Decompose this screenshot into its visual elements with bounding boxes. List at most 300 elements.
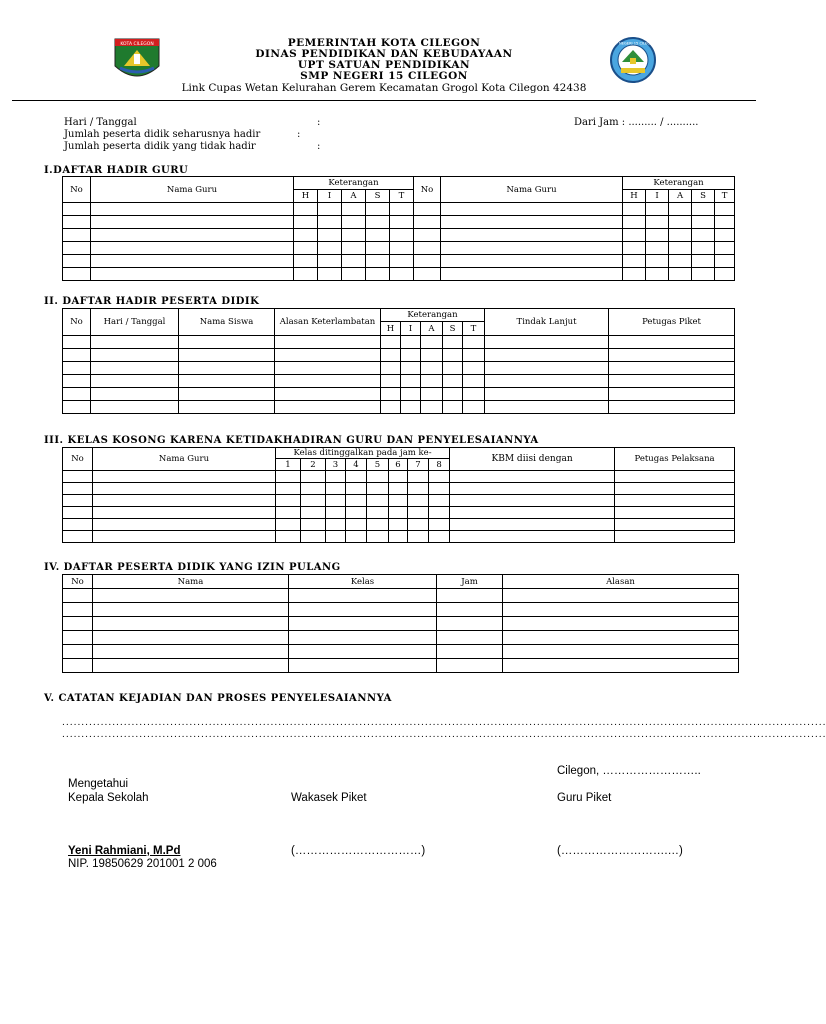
table-cell[interactable] [443,375,463,388]
table-cell[interactable] [63,375,91,388]
table-cell[interactable] [421,349,443,362]
table-cell[interactable] [623,229,646,242]
table-cell[interactable] [485,375,609,388]
col-alasan: Alasan Keterlambatan [275,309,381,336]
table-cell[interactable] [503,645,739,659]
col-hari-tanggal: Hari / Tanggal [91,309,179,336]
table-cell[interactable] [342,229,366,242]
table-cell[interactable] [366,229,390,242]
header-address: Link Cupas Wetan Kelurahan Gerem Kecamatan Grogol Kota Cilegon 42438 [181,82,587,94]
table-cell[interactable] [390,229,414,242]
table-cell[interactable] [389,483,408,495]
table-row [63,401,735,414]
table-cell[interactable] [275,388,381,401]
table-cell[interactable] [401,388,421,401]
table-cell[interactable] [91,242,294,255]
table-row [63,659,739,673]
table-cell[interactable] [646,216,669,229]
table-cell[interactable] [609,349,735,362]
code-t-2: T [715,190,735,203]
table-cell[interactable] [63,362,91,375]
col-nama-guru: Nama Guru [93,448,276,471]
table-cell[interactable] [623,255,646,268]
table-cell[interactable] [646,268,669,281]
table-cell[interactable] [346,483,367,495]
table-cell[interactable] [414,268,441,281]
table-cell[interactable] [623,203,646,216]
table-cell[interactable] [294,203,318,216]
table-cell[interactable] [342,203,366,216]
table-cell[interactable] [390,268,414,281]
table-cell[interactable] [326,507,346,519]
table-cell[interactable] [342,242,366,255]
table-cell[interactable] [421,375,443,388]
table-cell[interactable] [301,471,326,483]
table-cell[interactable] [301,507,326,519]
table-cell[interactable] [381,388,401,401]
city-logo-text: KOTA CILEGON [120,42,154,47]
table-cell[interactable] [646,255,669,268]
table-cell[interactable] [421,401,443,414]
table-cell[interactable] [93,483,276,495]
table-cell[interactable] [276,519,301,531]
table-cell[interactable] [443,336,463,349]
table-cell[interactable] [63,495,93,507]
jam-6: 6 [389,459,408,471]
table-cell[interactable] [615,507,735,519]
table-cell[interactable] [615,471,735,483]
table-cell[interactable] [93,631,289,645]
table-cell[interactable] [346,507,367,519]
table-cell[interactable] [93,519,276,531]
kepala-nip: NIP. 19850629 201001 2 006 [68,858,217,870]
table-cell[interactable] [63,203,91,216]
table-row [63,631,739,645]
code-h: H [381,322,401,336]
jam-4: 4 [346,459,367,471]
table-row [63,203,735,216]
table-cell[interactable] [609,336,735,349]
code-a: A [342,190,366,203]
table-cell[interactable] [366,268,390,281]
code-h: H [294,190,318,203]
table-cell[interactable] [429,495,450,507]
table-cell[interactable] [669,268,692,281]
col-kelas: Kelas [289,575,437,589]
table-cell[interactable] [408,483,429,495]
table-cell[interactable] [401,375,421,388]
table-cell[interactable] [367,531,389,543]
table-cell[interactable] [692,203,715,216]
table-cell[interactable] [91,268,294,281]
table-cell[interactable] [623,242,646,255]
table-cell[interactable] [381,336,401,349]
table-cell[interactable] [441,203,623,216]
table-cell[interactable] [437,645,503,659]
table-cell[interactable] [408,519,429,531]
table-cell[interactable] [318,203,342,216]
table-cell[interactable] [450,507,615,519]
table-cell[interactable] [615,495,735,507]
table-cell[interactable] [63,617,93,631]
table-cell[interactable] [609,375,735,388]
table-cell[interactable] [450,483,615,495]
table-cell[interactable] [669,229,692,242]
table-cell[interactable] [91,388,179,401]
table-cell[interactable] [450,519,615,531]
table-cell[interactable] [342,268,366,281]
table-cell[interactable] [91,401,179,414]
table-cell[interactable] [294,216,318,229]
table-cell[interactable] [715,255,735,268]
table-cell[interactable] [179,375,275,388]
table-cell[interactable] [63,216,91,229]
col-nama: Nama [93,575,289,589]
table-cell[interactable] [63,483,93,495]
table-cell[interactable] [63,388,91,401]
table-cell[interactable] [342,255,366,268]
table-cell[interactable] [485,388,609,401]
code-t: T [463,322,485,336]
table-cell[interactable] [421,336,443,349]
table-cell[interactable] [443,401,463,414]
table-cell[interactable] [443,388,463,401]
table-cell[interactable] [692,255,715,268]
table-cell[interactable] [91,362,179,375]
table-cell[interactable] [179,349,275,362]
table-cell[interactable] [615,519,735,531]
table-cell[interactable] [294,229,318,242]
table-cell[interactable] [503,631,739,645]
table-cell[interactable] [179,388,275,401]
col-nama-guru: Nama Guru [91,177,294,203]
col-no: No [63,448,93,471]
table-cell[interactable] [367,495,389,507]
table-cell[interactable] [429,531,450,543]
table-cell[interactable] [346,519,367,531]
table-cell[interactable] [275,362,381,375]
table-cell[interactable] [63,603,93,617]
table-cell[interactable] [669,216,692,229]
table-cell[interactable] [346,531,367,543]
table-cell[interactable] [289,659,437,673]
table-cell[interactable] [429,519,450,531]
table-cell[interactable] [485,349,609,362]
table-cell[interactable] [715,229,735,242]
table-cell[interactable] [275,336,381,349]
jumlah-tidak-colon: : [317,141,321,152]
table-cell[interactable] [367,507,389,519]
table-cell[interactable] [692,229,715,242]
table-cell[interactable] [367,471,389,483]
table-cell[interactable] [381,349,401,362]
table-cell[interactable] [63,645,93,659]
table-cell[interactable] [326,471,346,483]
table-cell[interactable] [318,242,342,255]
table-cell[interactable] [289,589,437,603]
table-cell[interactable] [389,495,408,507]
table-cell[interactable] [93,617,289,631]
table-cell[interactable] [390,203,414,216]
table-cell[interactable] [63,229,91,242]
table-cell[interactable] [623,216,646,229]
table-cell[interactable] [646,242,669,255]
table-cell[interactable] [609,388,735,401]
table-cell[interactable] [437,631,503,645]
section2-title: II. DAFTAR HADIR PESERTA DIDIK [44,296,260,307]
table-cell[interactable] [91,216,294,229]
table-cell[interactable] [318,255,342,268]
table-cell[interactable] [437,603,503,617]
table-cell[interactable] [326,483,346,495]
table-cell[interactable] [63,519,93,531]
table-cell[interactable] [623,268,646,281]
table-cell[interactable] [503,617,739,631]
table-cell[interactable] [301,483,326,495]
table-cell[interactable] [294,268,318,281]
table-cell[interactable] [401,336,421,349]
table-cell[interactable] [401,401,421,414]
table-cell[interactable] [275,349,381,362]
table-cell[interactable] [669,255,692,268]
table-cell[interactable] [326,519,346,531]
table-cell[interactable] [615,483,735,495]
table-cell[interactable] [609,401,735,414]
table-cell[interactable] [414,216,441,229]
table-cell[interactable] [275,401,381,414]
notes-line-1: ...................................................................................................................................................................................................... [62,718,826,728]
table-cell[interactable] [301,519,326,531]
table-cell[interactable] [93,659,289,673]
table-cell[interactable] [318,229,342,242]
table-cell[interactable] [503,603,739,617]
notes-line-2: ...................................................................................................................................................................................................... [62,730,826,740]
table-cell[interactable] [463,349,485,362]
table-cell[interactable] [63,471,93,483]
table-cell[interactable] [646,203,669,216]
col-kbm: KBM diisi dengan [450,448,615,471]
table-cell[interactable] [381,401,401,414]
table-cell[interactable] [346,495,367,507]
table-cell[interactable] [346,471,367,483]
jam-7: 7 [408,459,429,471]
table-cell[interactable] [408,507,429,519]
table-cell[interactable] [414,203,441,216]
table-cell[interactable] [443,362,463,375]
table-cell[interactable] [429,471,450,483]
col-keterangan: Keterangan [294,177,414,190]
table-cell[interactable] [93,645,289,659]
code-s-2: S [692,190,715,203]
table-cell[interactable] [441,242,623,255]
table-row [63,617,739,631]
table-cell[interactable] [294,242,318,255]
table-cell[interactable] [450,471,615,483]
table-cell[interactable] [441,216,623,229]
table-cell[interactable] [441,255,623,268]
table-cell[interactable] [646,229,669,242]
table-cell[interactable] [294,255,318,268]
table-cell[interactable] [276,483,301,495]
table-cell[interactable] [326,495,346,507]
table-cell[interactable] [179,401,275,414]
table-cell[interactable] [450,531,615,543]
table-cell[interactable] [437,589,503,603]
table-cell[interactable] [463,362,485,375]
table-cell[interactable] [318,216,342,229]
table-cell[interactable] [367,519,389,531]
table-cell[interactable] [389,507,408,519]
table-cell[interactable] [318,268,342,281]
header-unit: UPT SATUAN PENDIDIKAN [297,59,471,71]
table-cell[interactable] [401,362,421,375]
table-cell[interactable] [381,362,401,375]
table-cell[interactable] [401,349,421,362]
table-cell[interactable] [503,589,739,603]
table-cell[interactable] [63,631,93,645]
table-cell[interactable] [91,336,179,349]
table-cell[interactable] [63,401,91,414]
table-cell[interactable] [441,268,623,281]
table-cell[interactable] [367,483,389,495]
jumlah-hadir-colon: : [297,129,301,140]
col-jam: Jam [437,575,503,589]
table-cell[interactable] [366,203,390,216]
table-cell[interactable] [276,471,301,483]
table-cell[interactable] [63,659,93,673]
table-row [63,483,735,495]
table-cell[interactable] [381,375,401,388]
table-cell[interactable] [715,203,735,216]
table-cell[interactable] [179,336,275,349]
table-row [63,645,739,659]
table-cell[interactable] [275,375,381,388]
table-cell[interactable] [715,242,735,255]
table-cell[interactable] [63,268,91,281]
table-cell[interactable] [429,507,450,519]
table-cell[interactable] [93,603,289,617]
table-cell[interactable] [437,617,503,631]
table-cell[interactable] [63,336,91,349]
table-cell[interactable] [437,659,503,673]
table-cell[interactable] [443,349,463,362]
code-t: T [390,190,414,203]
col-no: No [63,309,91,336]
table-cell[interactable] [408,495,429,507]
table-cell[interactable] [91,203,294,216]
table-cell[interactable] [179,362,275,375]
table-cell[interactable] [390,242,414,255]
table-cell[interactable] [669,242,692,255]
table-cell[interactable] [289,631,437,645]
table-cell[interactable] [93,507,276,519]
table-cell[interactable] [91,229,294,242]
table-cell[interactable] [276,507,301,519]
table-cell[interactable] [669,203,692,216]
jam-3: 3 [326,459,346,471]
table-cell[interactable] [366,242,390,255]
table-cell[interactable] [715,216,735,229]
header-school: SMP NEGERI 15 CILEGON [300,70,468,82]
table-cell[interactable] [421,388,443,401]
table-cell[interactable] [93,589,289,603]
jam-5: 5 [367,459,389,471]
table-cell[interactable] [276,495,301,507]
table-cell[interactable] [463,375,485,388]
empty-class-table [62,447,735,543]
table-cell[interactable] [408,471,429,483]
table-cell[interactable] [450,495,615,507]
table-cell[interactable] [441,229,623,242]
table-cell[interactable] [63,589,93,603]
col-petugas-pelaksana: Petugas Pelaksana [615,448,735,471]
table-cell[interactable] [366,255,390,268]
table-row [63,495,735,507]
table-cell[interactable] [414,255,441,268]
table-row [63,507,735,519]
table-cell[interactable] [289,617,437,631]
table-cell[interactable] [301,495,326,507]
table-cell[interactable] [289,645,437,659]
col-keterangan-2: Keterangan [623,177,735,190]
table-cell[interactable] [91,349,179,362]
table-cell[interactable] [429,483,450,495]
table-cell[interactable] [91,375,179,388]
table-cell[interactable] [609,362,735,375]
table-cell[interactable] [463,336,485,349]
table-cell[interactable] [390,255,414,268]
table-cell[interactable] [326,531,346,543]
table-cell[interactable] [93,471,276,483]
table-cell[interactable] [408,531,429,543]
table-cell[interactable] [414,229,441,242]
table-cell[interactable] [421,362,443,375]
table-cell[interactable] [692,242,715,255]
table-cell[interactable] [615,531,735,543]
jumlah-tidak-label: Jumlah peserta didik yang tidak hadir [64,141,256,152]
table-cell[interactable] [63,507,93,519]
table-cell[interactable] [692,216,715,229]
table-cell[interactable] [463,388,485,401]
table-cell[interactable] [93,495,276,507]
table-cell[interactable] [289,603,437,617]
table-cell[interactable] [503,659,739,673]
table-cell[interactable] [485,336,609,349]
table-cell[interactable] [366,216,390,229]
table-cell[interactable] [63,349,91,362]
table-cell[interactable] [63,242,91,255]
table-cell[interactable] [389,531,408,543]
table-cell[interactable] [485,362,609,375]
table-cell[interactable] [389,471,408,483]
table-cell[interactable] [342,216,366,229]
school-logo-text: SMP NEGERI 15 CILEGON [610,41,656,46]
table-cell[interactable] [463,401,485,414]
table-cell[interactable] [692,268,715,281]
table-cell[interactable] [389,519,408,531]
table-cell[interactable] [301,531,326,543]
table-cell[interactable] [715,268,735,281]
table-cell[interactable] [390,216,414,229]
table-cell[interactable] [63,255,91,268]
header-government: PEMERINTAH KOTA CILEGON [287,37,481,49]
table-cell[interactable] [414,242,441,255]
table-cell[interactable] [63,531,93,543]
table-cell[interactable] [93,531,276,543]
table-cell[interactable] [485,401,609,414]
table-cell[interactable] [276,531,301,543]
table-cell[interactable] [91,255,294,268]
